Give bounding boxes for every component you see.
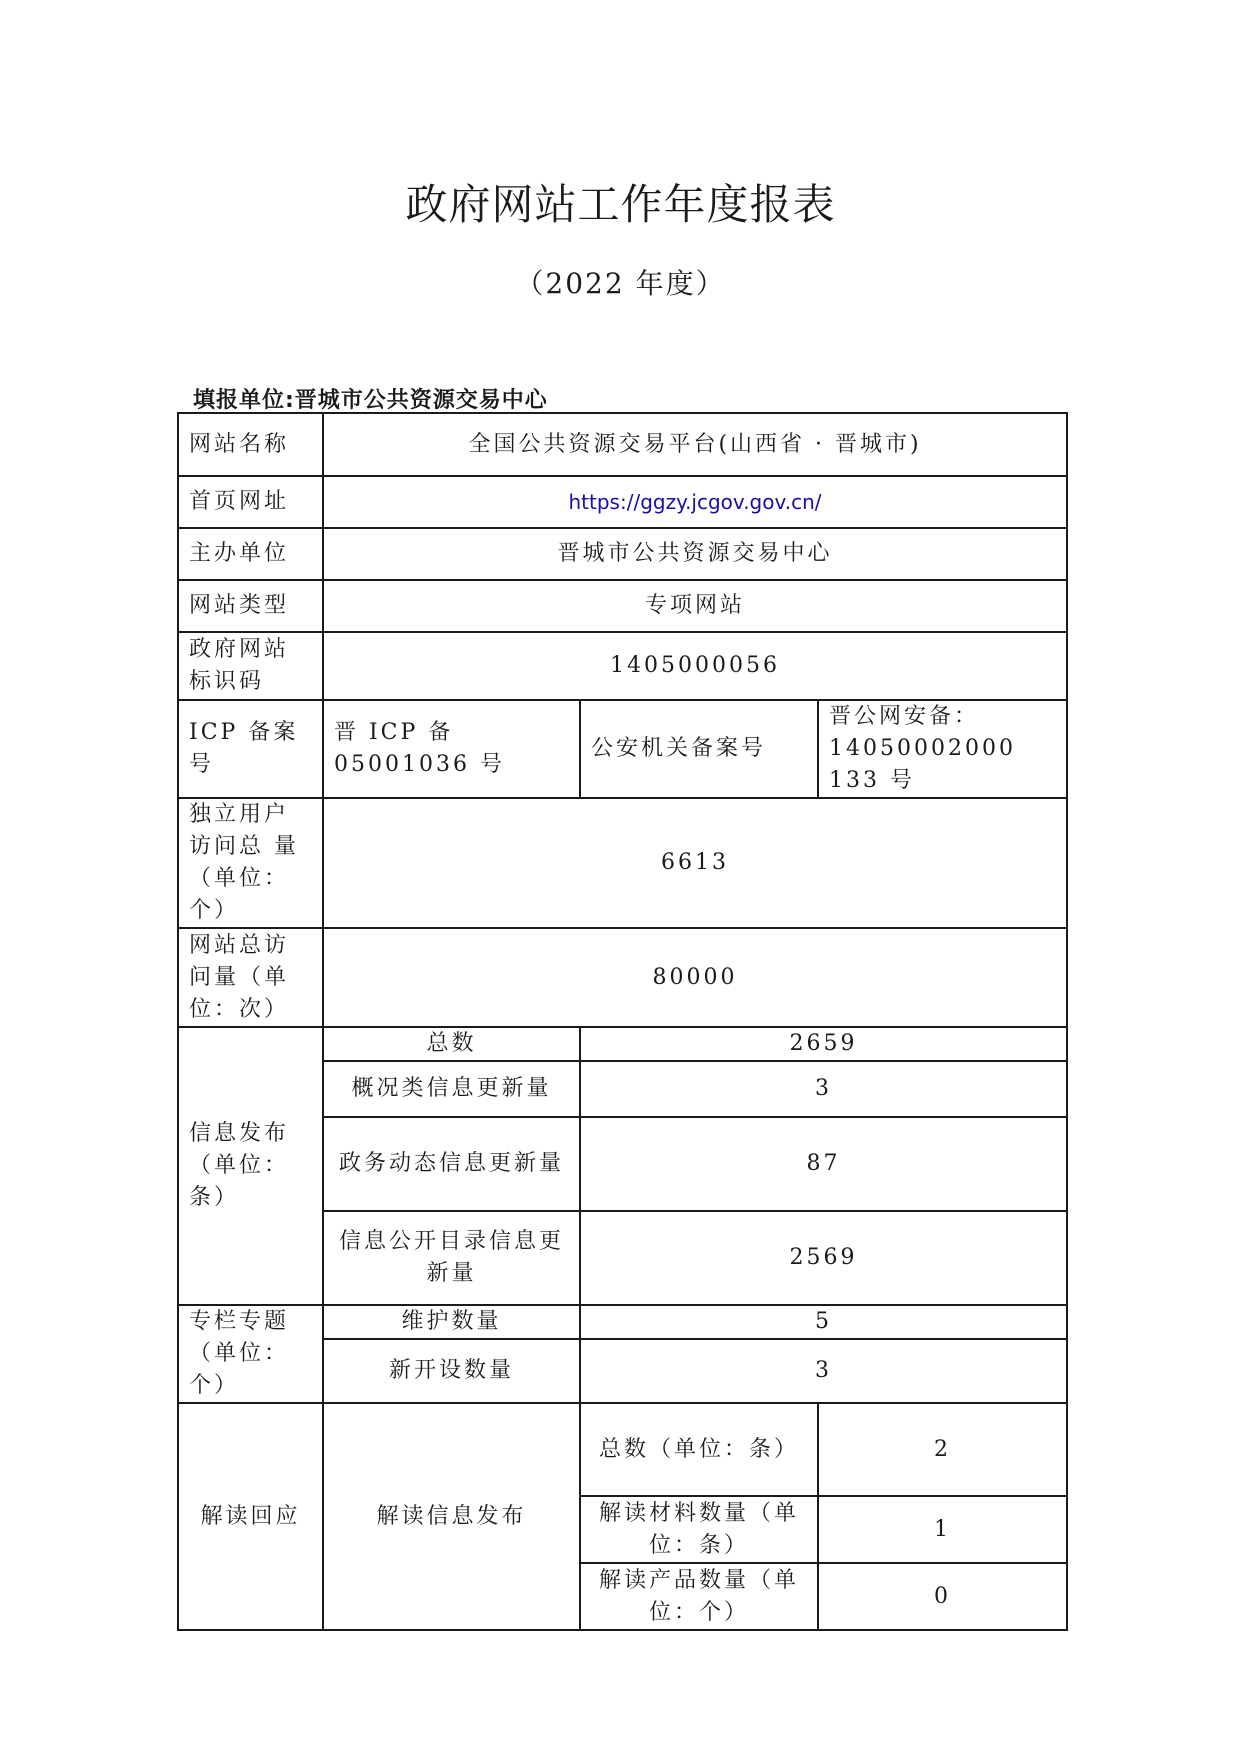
columns-new-value: 3: [580, 1339, 1067, 1403]
police-record-label: 公安机关备案号: [580, 700, 818, 798]
table-row: [178, 528, 1067, 580]
table-row: [178, 1403, 1067, 1496]
table-row: [178, 632, 1067, 700]
interp-total-value: 2: [818, 1403, 1067, 1496]
interp-materials-label: 解读材料数量（单位：条）: [580, 1496, 818, 1563]
icp-value: 晋 ICP 备 05001036 号: [323, 700, 580, 798]
site-id-label: 政府网站标识码: [178, 632, 323, 700]
columns-label: 专栏专题（单位：个）: [178, 1305, 323, 1403]
icp-label: ICP 备案号: [178, 700, 323, 798]
info-total-label: 总数: [323, 1027, 580, 1061]
columns-maintained-value: 5: [580, 1305, 1067, 1339]
news-update-label: 政务动态信息更新量: [323, 1117, 580, 1211]
total-visits-value: 80000: [323, 928, 1067, 1027]
table-row: [178, 580, 1067, 632]
table-row: [178, 700, 1067, 798]
info-total-value: 2659: [580, 1027, 1067, 1061]
site-type-value: 专项网站: [323, 580, 1067, 632]
unique-visitors-label: 独立用户访问总 量（单位：个）: [178, 798, 323, 928]
catalog-update-label: 信息公开目录信息更新量: [323, 1211, 580, 1305]
table-row: [178, 1027, 1067, 1061]
table-row: [178, 1305, 1067, 1339]
interp-products-label: 解读产品数量（单位：个）: [580, 1563, 818, 1630]
site-name-value: 全国公共资源交易平台(山西省 · 晋城市): [323, 413, 1067, 476]
table-row: [178, 476, 1067, 528]
site-name-label: 网站名称: [178, 413, 323, 476]
homepage-link[interactable]: https://ggzy.jcgov.gov.cn/: [568, 489, 822, 514]
table-row: [178, 413, 1067, 476]
site-type-label: 网站类型: [178, 580, 323, 632]
police-record-value: 晋公网安备：14050002000 133 号: [818, 700, 1067, 798]
sponsor-label: 主办单位: [178, 528, 323, 580]
total-visits-label: 网站总访问量（单位：次）: [178, 928, 323, 1027]
news-update-value: 87: [580, 1117, 1067, 1211]
interpretation-label: 解读回应: [178, 1403, 323, 1630]
filling-unit: 填报单位:晋城市公共资源交易中心: [193, 388, 548, 413]
table-row: [178, 798, 1067, 928]
report-title: 政府网站工作年度报表: [405, 180, 836, 229]
interpretation-sub-label: 解读信息发布: [323, 1403, 580, 1630]
interp-products-value: 0: [818, 1563, 1067, 1630]
report-year: （2022 年度）: [515, 267, 726, 300]
homepage-cell: [323, 476, 1067, 528]
catalog-update-value: 2569: [580, 1211, 1067, 1305]
homepage-label: 首页网址: [178, 476, 323, 528]
sponsor-value: 晋城市公共资源交易中心: [323, 528, 1067, 580]
overview-update-value: 3: [580, 1061, 1067, 1117]
overview-update-label: 概况类信息更新量: [323, 1061, 580, 1117]
interp-materials-value: 1: [818, 1496, 1067, 1563]
unique-visitors-value: 6613: [323, 798, 1067, 928]
report-table: [177, 412, 1068, 1631]
columns-new-label: 新开设数量: [323, 1339, 580, 1403]
columns-maintained-label: 维护数量: [323, 1305, 580, 1339]
table-row: [178, 928, 1067, 1027]
info-publish-label: 信息发布（单位：条）: [178, 1027, 323, 1305]
site-id-value: 1405000056: [323, 632, 1067, 700]
interp-total-label: 总数（单位：条）: [580, 1403, 818, 1496]
